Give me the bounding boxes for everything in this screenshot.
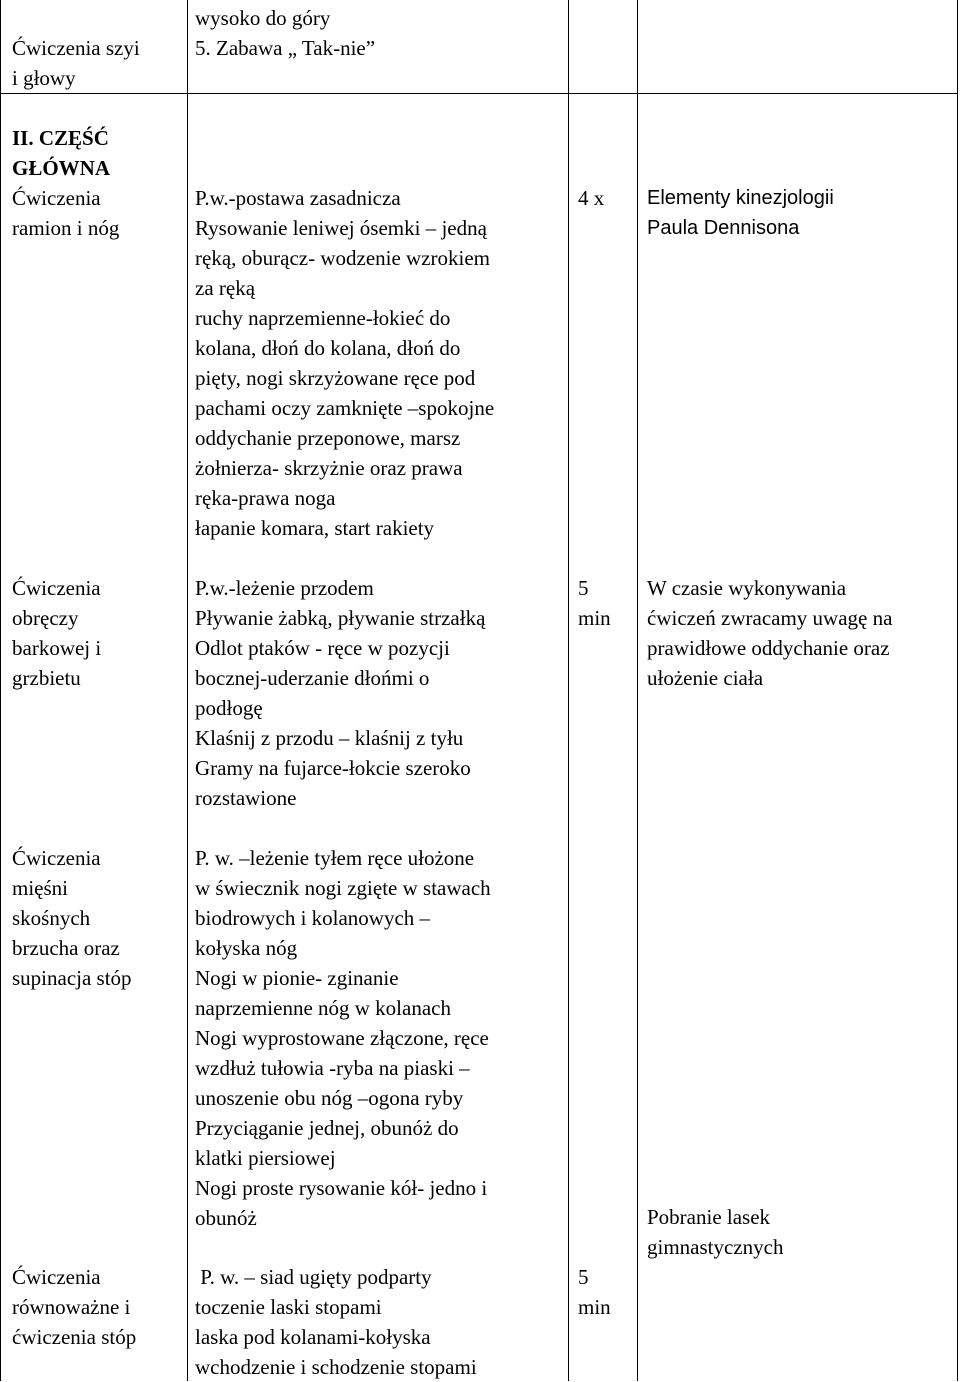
- text-line: równoważne i: [12, 1295, 131, 1319]
- text-line: podłogę: [195, 696, 263, 720]
- text-line: bocznej-uderzanie dłońmi o: [195, 666, 430, 690]
- text-line: Odlot ptaków - ręce w pozycji: [195, 636, 450, 660]
- text-line: oddychanie przeponowe, marsz: [195, 426, 461, 450]
- text-line: Ćwiczenia: [12, 186, 101, 210]
- text-line: P. w. –leżenie tyłem ręce ułożone: [195, 846, 475, 870]
- table-divider-col1: [187, 0, 188, 1381]
- col3-balance: [578, 1262, 611, 1322]
- text-line: Pływanie żabką, pływanie strzałką: [195, 606, 486, 630]
- text-line: kołyska nóg: [195, 936, 298, 960]
- text-line: ręką, oburącz- wodzenie wzrokiem: [195, 246, 491, 270]
- text-line: ćwiczenia stóp: [12, 1325, 137, 1349]
- text-line: supinacja stóp: [12, 966, 132, 990]
- duration-text: min: [578, 1295, 611, 1319]
- text-line: ramion i nóg: [12, 216, 120, 240]
- col2-balance: [195, 1262, 477, 1382]
- text-line: żołnierza- skrzyżnie oraz prawa: [195, 456, 463, 480]
- text-line: Ćwiczenia: [12, 846, 101, 870]
- section-heading-line: II. CZĘŚĆ: [12, 126, 109, 150]
- col1-shoulder: [12, 573, 101, 693]
- text-line: Nogi wyprostowane złączone, ręce: [195, 1026, 489, 1050]
- text-line: mięśni: [12, 876, 68, 900]
- col2-oblique: [195, 843, 491, 1233]
- text-line: w świecznik nogi zgięte w stawach: [195, 876, 491, 900]
- text-line: barkowej i: [12, 636, 102, 660]
- text-line: P.w.-leżenie przodem: [195, 576, 374, 600]
- duration-text: 5: [578, 576, 589, 600]
- text-line: biodrowych i kolanowych –: [195, 906, 431, 930]
- text-line: wysoko do góry: [195, 6, 331, 30]
- table-row-divider: [0, 93, 958, 94]
- duration-text: 5: [578, 1265, 589, 1289]
- text-line: Ćwiczenia szyi: [12, 36, 140, 60]
- section-heading: [12, 123, 110, 183]
- note-text: prawidłowe oddychanie oraz: [647, 636, 890, 660]
- text-line: klatki piersiowej: [195, 1146, 336, 1170]
- note-text: Paula Dennisona: [647, 217, 800, 239]
- note-text: gimnastycznych: [647, 1235, 784, 1259]
- col2-shoulder: [195, 573, 485, 813]
- text-line: obunóż: [195, 1206, 257, 1230]
- note-text: ułożenie ciała: [647, 666, 764, 690]
- text-line: Nogi w pionie- zginanie: [195, 966, 399, 990]
- col4-arms-legs: [647, 183, 834, 243]
- table-border-right: [957, 0, 958, 1381]
- text-line: 5. Zabawa „ Tak-nie”: [195, 36, 376, 60]
- section-heading-line: GŁÓWNA: [12, 156, 111, 180]
- col1-balance: [12, 1262, 136, 1352]
- text-line: naprzemienne nóg w kolanach: [195, 996, 451, 1020]
- col1-oblique: [12, 843, 132, 993]
- text-line: rozstawione: [195, 786, 297, 810]
- text-line: za ręką: [195, 276, 256, 300]
- note-text: Elementy kinezjologii: [647, 187, 834, 209]
- text-line: Ćwiczenia: [12, 1265, 101, 1289]
- text-line: i głowy: [12, 66, 76, 90]
- text-line: toczenie laski stopami: [195, 1295, 382, 1319]
- text-line: ruchy naprzemienne-łokieć do: [195, 306, 451, 330]
- text-line: pięty, nogi skrzyżowane ręce pod: [195, 366, 476, 390]
- text-line: unoszenie obu nóg –ogona ryby: [195, 1086, 464, 1110]
- text-line: wzdłuż tułowia -ryba na piaski –: [195, 1056, 470, 1080]
- text-line: obręczy: [12, 606, 79, 630]
- text-line: P. w. – siad ugięty podparty: [195, 1265, 432, 1289]
- text-line: P.w.-postawa zasadnicza: [195, 186, 401, 210]
- col1-arms-legs: [12, 183, 119, 243]
- col2-arms-legs: [195, 183, 494, 543]
- text-line: Rysowanie leniwej ósemki – jedną: [195, 216, 487, 240]
- text-line: Ćwiczenia: [12, 576, 101, 600]
- col4-shoulder: [647, 573, 892, 693]
- table-divider-col2: [568, 0, 569, 1381]
- text-line: łapanie komara, start rakiety: [195, 516, 435, 540]
- text-line: laska pod kolanami-kołyska: [195, 1325, 431, 1349]
- text-line: pachami oczy zamknięte –spokojne: [195, 396, 495, 420]
- text-line: Gramy na fujarce-łokcie szeroko: [195, 756, 471, 780]
- note-text: W czasie wykonywania: [647, 576, 847, 600]
- col4-balance: [647, 1202, 783, 1262]
- text-line: Przyciąganie jednej, obunóż do: [195, 1116, 459, 1140]
- text-line: ręka-prawa noga: [195, 486, 336, 510]
- text-line: brzucha oraz: [12, 936, 120, 960]
- note-text: ćwiczeń zwracamy uwagę na: [647, 606, 893, 630]
- text-line: Nogi proste rysowanie kół- jedno i: [195, 1176, 488, 1200]
- duration-text: 4 x: [578, 186, 605, 210]
- col3-shoulder: [578, 573, 611, 633]
- col3-arms-legs: [578, 183, 604, 213]
- table-divider-col3: [637, 0, 638, 1381]
- table-border-left: [0, 0, 1, 1381]
- text-line: Klaśnij z przodu – klaśnij z tyłu: [195, 726, 464, 750]
- text-line: kolana, dłoń do kolana, dłoń do: [195, 336, 461, 360]
- col1-top-group: [12, 33, 140, 93]
- duration-text: min: [578, 606, 611, 630]
- text-line: wchodzenie i schodzenie stopami: [195, 1355, 477, 1379]
- col2-top-group: [195, 3, 375, 63]
- note-text: Pobranie lasek: [647, 1205, 771, 1229]
- text-line: grzbietu: [12, 666, 81, 690]
- text-line: skośnych: [12, 906, 91, 930]
